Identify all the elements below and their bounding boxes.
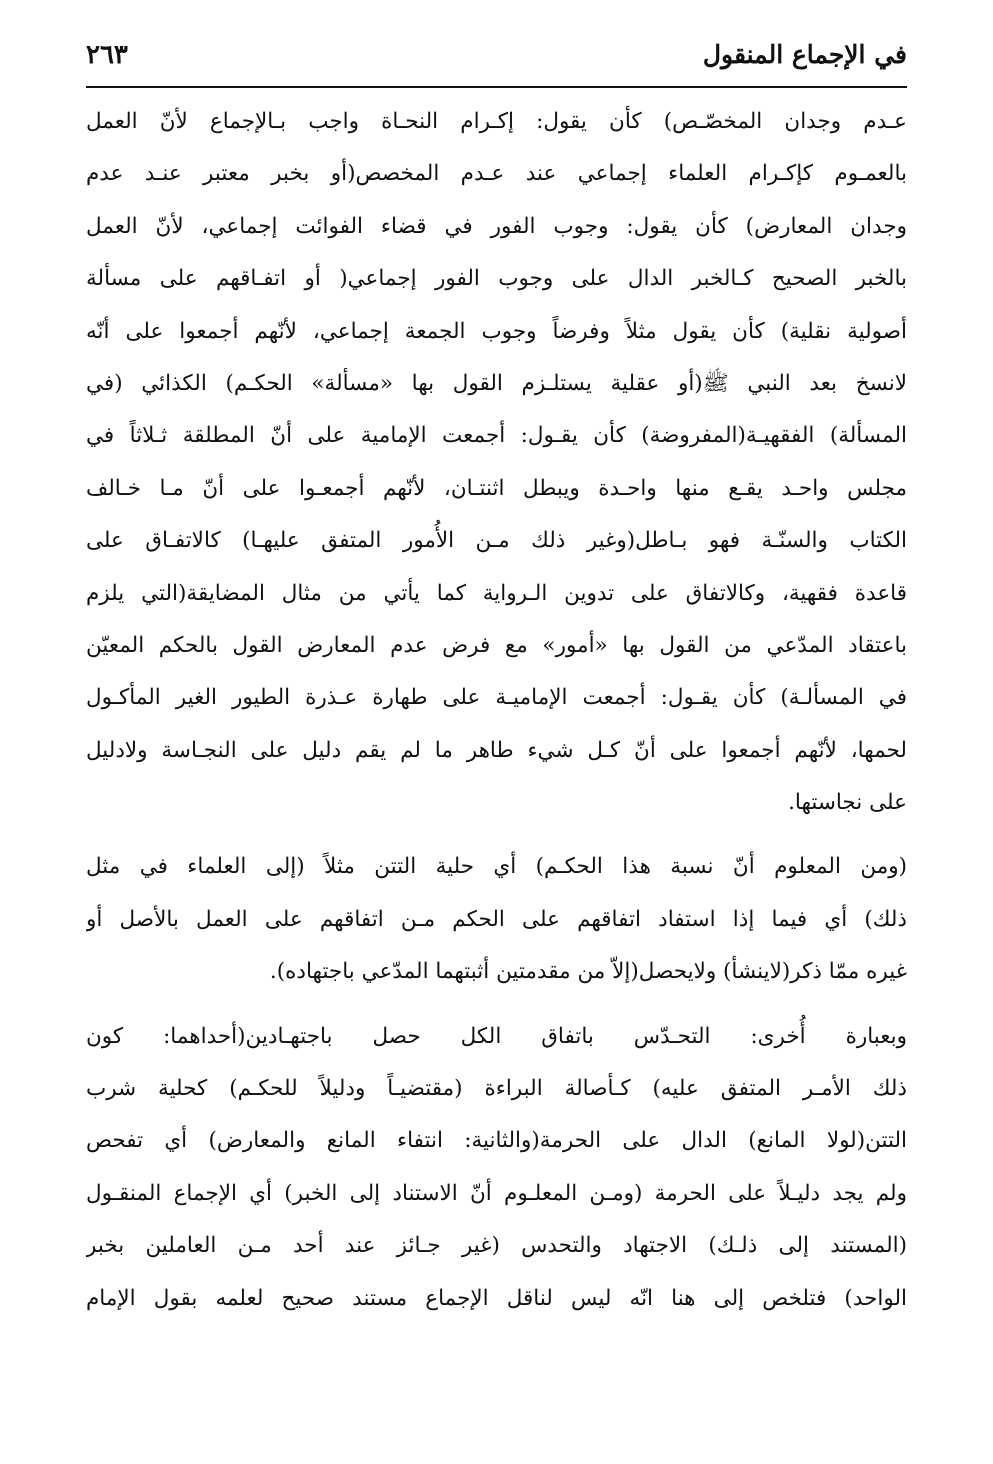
text-line: لانسخ بعد النبي ﷺ(أو عقلية يستلـزم القول بها «مسألة» الحكـم) الكذائي (في [86,370,907,396]
text-line: وجدان المعارض) كأن يقول: وجوب الفور في قضاء الفوائت إجماعي، لأنّ العمل [86,213,907,239]
text-line: الكتاب والسنّـة فهو بـاطل(وغير ذلك مـن الأُمور المتفق عليهـا) كالاتفـاق على [86,528,907,554]
text-line: عـدم وجدان المخصّـص) كأن يقول: إكـرام النحـاة واجب بـالإجماع لأنّ العمل [86,109,907,134]
text-line: وبعبارة أُخرى: التحـدّس باتفاق الكل حصل باجتهـادين(أحداهما: كون [86,1023,907,1049]
text-line: التتن(لولا المانع) الدال على الحرمة(والثانية: انتفاء المانع والمعارض) أي تفحص [86,1128,907,1154]
page-number: ٢٦٣ [86,40,128,70]
header-divider [86,86,907,88]
text-line: على نجاستها. [788,790,907,816]
text-line: في المسألـة) كأن يقـول: أجمعت الإماميـة على طهارة عـذرة الطيور الغير المأكـول [86,685,907,711]
text-line: ولم يجد دليـلاً على الحرمة (ومـن المعلـوم أنّ الاستناد إلى الخبر) أي الإجماع المنقـول [86,1180,907,1206]
text-line: ذلك الأمـر المتفق عليه) كـأصالة البراءة (مقتضيـاً ودليلاً للحكـم) كحلية شرب [86,1076,907,1102]
text-line: بالعمـوم كإكـرام العلماء إجماعي عند عـدم المخصص(أو بخبر معتبر عنـد عدم [86,161,907,187]
text-line: باعتقاد المدّعي من القول بها «أمور» مع فرض عدم المعارض القول بالحكم المعيّن [86,632,907,658]
text-line: مجلس واحـد يقـع منها واحـدة ويبطل اثنتـان، لأنّهم أجمعـوا على أنّ مـا خـالف [86,475,907,501]
text-line: أصولية نقلية) كأن يقول مثلاً وفرضاً وجوب الجمعة إجماعي، لأنّهم أجمعوا على أنّه [86,318,907,344]
paragraph [86,841,907,998]
text-line: المسألة) الفقهيـة(المفروضة) كأن يقـول: أجمعت الإمامية على أنّ المطلقة ثـلاثاً في [86,423,907,449]
text-line: بالخبر الصحيح كـالخبر الدال على وجوب الفور إجماعي( أو اتفـاقهم على مسألة [86,266,907,292]
text-line: ذلك) أي فيما إذا استفاد اتفاقهم على الحكم مـن اتفاقهم على العمل بالأصل أو [86,906,907,932]
text-line: لحمها، لأنّهم أجمعوا على أنّ كـل شيء طاهر ما لم يقم دليل على النجـاسة ولادليل [86,737,907,763]
paragraph [86,96,907,829]
page-header [86,34,907,86]
text-line: غيره ممّا ذكر(لاينشأ) ولايحصل(إلاّ من مقدمتين أثبتهما المدّعي باجتهاده). [269,959,907,985]
running-title: في الإجماع المنقول [702,40,907,69]
paragraph [86,1011,907,1325]
text-line: (المستند إلى ذلـك) الاجتهاد والتحدس (غير جـائز عند أحد مـن العاملين بخبر [86,1233,907,1259]
paragraph-gap [86,999,907,1011]
text-line: (ومن المعلوم أنّ نسبة هذا الحكـم) أي حلية التتن مثلاً (إلى العلماء في مثل [86,854,907,880]
paragraph-gap [86,829,907,841]
text-line: قاعدة فقهية، وكالاتفاق على تدوين الـرواية كما يأتي من مثال المضايقة(التي يلزم [86,580,907,606]
text-line: الواحد) فتلخص إلى هنا انّه ليس لناقل الإجماع مستند صحيح لعلمه بقول الإمام [86,1285,907,1311]
body-text [86,96,907,1325]
